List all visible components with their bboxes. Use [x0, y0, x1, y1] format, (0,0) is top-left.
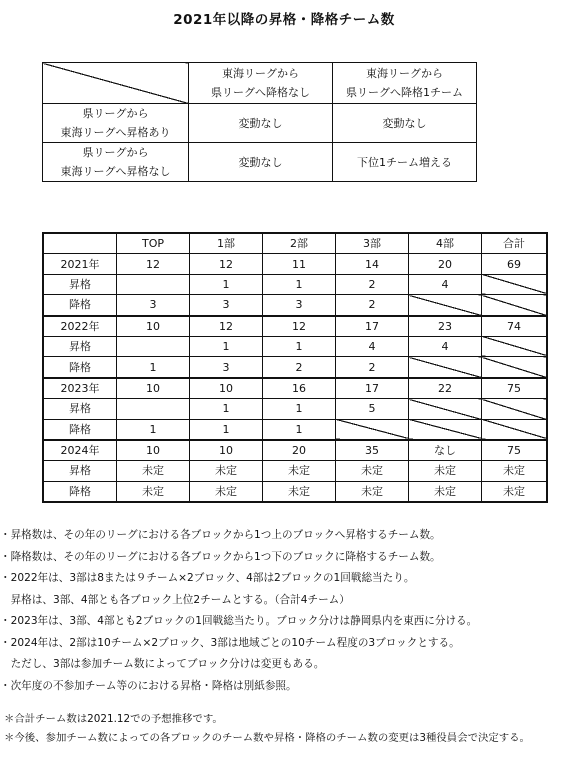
table-cell: 12: [263, 316, 336, 337]
table-row: [43, 295, 547, 316]
matrix-cell: 変動なし: [189, 104, 333, 143]
table-cell: [117, 274, 190, 294]
table-cell: 未定: [117, 481, 190, 502]
empty-slash-cell: [409, 419, 482, 440]
table-cell: 3: [117, 295, 190, 316]
table-cell: [117, 399, 190, 419]
table-cell: 1: [190, 419, 263, 440]
table-cell: 1: [190, 274, 263, 294]
column-header: 4部: [409, 233, 482, 254]
column-header: 1部: [190, 233, 263, 254]
table-cell: 17: [336, 378, 409, 399]
table-cell: 35: [336, 440, 409, 461]
table-cell: [117, 336, 190, 356]
table-row: [43, 274, 547, 294]
table-cell: 1: [263, 274, 336, 294]
table-cell: 10: [190, 440, 263, 461]
note-item: ・2022年は、3部は8または９チーム×2ブロック、4部は2ブロックの1回戦総当たり。: [0, 572, 415, 584]
empty-slash-cell: [482, 399, 548, 419]
table-row: [43, 419, 547, 440]
table-cell: 10: [117, 316, 190, 337]
table-cell: 1: [117, 357, 190, 378]
matrix-row2-line2: 東海リーグへ昇格なし: [60, 165, 171, 178]
table-cell: 2: [336, 295, 409, 316]
year-row: [43, 316, 547, 337]
year-row: [43, 254, 547, 274]
row-label: 2022年: [43, 316, 117, 337]
table-row: [43, 481, 547, 502]
matrix-row1-line1: 県リーグから: [82, 107, 149, 120]
empty-slash-cell: [409, 295, 482, 316]
table-cell: 3: [190, 357, 263, 378]
table-row: [43, 336, 547, 356]
table-cell: 12: [190, 254, 263, 274]
empty-slash-cell: [482, 274, 548, 294]
table-cell: 17: [336, 316, 409, 337]
table-cell: 74: [482, 316, 548, 337]
empty-slash-cell: [336, 419, 409, 440]
empty-slash-cell: [409, 357, 482, 378]
table-cell: 22: [409, 378, 482, 399]
table-row: [43, 357, 547, 378]
table-cell: 未定: [409, 481, 482, 502]
footnote-item: ＊今後、参加チーム数によっての各ブロックのチーム数や昇格・降格のチーム数の変更は3種役員会で決定する。: [4, 732, 530, 744]
column-header: [43, 233, 117, 254]
row-label: 昇格: [43, 399, 117, 419]
note-item: ・昇格数は、その年のリーグにおける各ブロックから1つ上のブロックへ昇格するチーム数。: [0, 529, 441, 541]
matrix-row2-line1: 県リーグから: [82, 146, 149, 159]
empty-slash-cell: [482, 419, 548, 440]
note-item: ただし、3部は参加チーム数によってブロック分けは変更もある。: [0, 658, 325, 670]
matrix-cell: 下位1チーム増える: [333, 143, 477, 182]
table-cell: 未定: [263, 481, 336, 502]
matrix-corner-cell: [43, 63, 189, 104]
matrix-col1-line1: 東海リーグから: [222, 67, 299, 80]
row-label: 降格: [43, 295, 117, 316]
table-cell: 未定: [117, 461, 190, 481]
table-header-row: [43, 233, 547, 254]
table-cell: 69: [482, 254, 548, 274]
row-label: 2024年: [43, 440, 117, 461]
matrix-row-header: [43, 143, 189, 182]
empty-slash-cell: [482, 357, 548, 378]
matrix-col1-line2: 県リーグへ降格なし: [211, 86, 310, 99]
matrix-row1-line2: 東海リーグへ昇格あり: [60, 126, 171, 139]
column-header: TOP: [117, 233, 190, 254]
table-cell: 20: [263, 440, 336, 461]
empty-slash-cell: [409, 399, 482, 419]
table-cell: 1: [263, 419, 336, 440]
column-header: 2部: [263, 233, 336, 254]
matrix-col-header: [333, 63, 477, 104]
table-cell: 12: [190, 316, 263, 337]
table-cell: 未定: [190, 461, 263, 481]
table-cell: 2: [336, 274, 409, 294]
row-label: 2023年: [43, 378, 117, 399]
table-cell: なし: [409, 440, 482, 461]
note-item: ・2023年は、3部、4部とも2ブロックの1回戦総当たり。ブロック分けは静岡県内を東西に分ける。: [0, 615, 478, 627]
note-item: ・降格数は、その年のリーグにおける各ブロックから1つ下のブロックに降格するチーム数。: [0, 550, 441, 563]
empty-slash-cell: [482, 295, 548, 316]
matrix-cell: 変動なし: [189, 143, 333, 182]
year-row: [43, 440, 547, 461]
footnote-item: ＊合計チーム数は2021.12での予想推移です。: [4, 713, 223, 725]
row-label: 降格: [43, 357, 117, 378]
table-row: [43, 461, 547, 481]
matrix-cell: 変動なし: [333, 104, 477, 143]
table-cell: 未定: [482, 481, 548, 502]
table-cell: 1: [263, 336, 336, 356]
table-cell: 1: [263, 399, 336, 419]
team-count-table: [42, 232, 548, 503]
empty-slash-cell: [482, 336, 548, 356]
table-cell: 16: [263, 378, 336, 399]
table-cell: 1: [190, 336, 263, 356]
table-cell: 10: [117, 378, 190, 399]
row-label: 降格: [43, 419, 117, 440]
table-cell: 75: [482, 440, 548, 461]
year-row: [43, 378, 547, 399]
note-item: ・2024年は、2部は10チーム×2ブロック、3部は地域ごとの10チーム程度の3ブロックとする。: [0, 636, 460, 649]
table-cell: 10: [117, 440, 190, 461]
table-cell: 未定: [336, 461, 409, 481]
matrix-col2-line2: 県リーグへ降格1チーム: [346, 86, 463, 99]
table-cell: 12: [117, 254, 190, 274]
row-label: 昇格: [43, 461, 117, 481]
table-cell: 3: [190, 295, 263, 316]
table-cell: 75: [482, 378, 548, 399]
table-cell: 20: [409, 254, 482, 274]
row-label: 昇格: [43, 336, 117, 356]
row-label: 降格: [43, 481, 117, 502]
matrix-row-header: [43, 104, 189, 143]
note-item: 昇格は、3部、4部とも各ブロック上位2チームとする。（合計4チーム）: [0, 593, 350, 606]
table-cell: 未定: [190, 481, 263, 502]
table-cell: 未定: [336, 481, 409, 502]
table-cell: 未定: [409, 461, 482, 481]
footnotes: [4, 710, 568, 748]
promotion-matrix: [42, 62, 477, 182]
column-header: 合計: [482, 233, 548, 254]
page-title: 2021年以降の昇格・降格チーム数: [173, 12, 395, 28]
table-cell: 1: [117, 419, 190, 440]
table-cell: 3: [263, 295, 336, 316]
table-cell: 4: [409, 274, 482, 294]
table-cell: 4: [409, 336, 482, 356]
table-cell: 14: [336, 254, 409, 274]
column-header: 3部: [336, 233, 409, 254]
table-cell: 23: [409, 316, 482, 337]
table-cell: 1: [190, 399, 263, 419]
table-cell: 未定: [482, 461, 548, 481]
matrix-col-header: [189, 63, 333, 104]
note-item: ・次年度の不参加チーム等のにおける昇格・降格は別紙参照。: [0, 679, 297, 692]
matrix-col2-line1: 東海リーグから: [366, 67, 443, 80]
table-cell: 2: [263, 357, 336, 378]
table-cell: 4: [336, 336, 409, 356]
row-label: 2021年: [43, 254, 117, 274]
row-label: 昇格: [43, 274, 117, 294]
table-cell: 10: [190, 378, 263, 399]
table-cell: 5: [336, 399, 409, 419]
table-cell: 2: [336, 357, 409, 378]
table-cell: 未定: [263, 461, 336, 481]
notes-list: [0, 525, 568, 697]
table-row: [43, 399, 547, 419]
table-cell: 11: [263, 254, 336, 274]
